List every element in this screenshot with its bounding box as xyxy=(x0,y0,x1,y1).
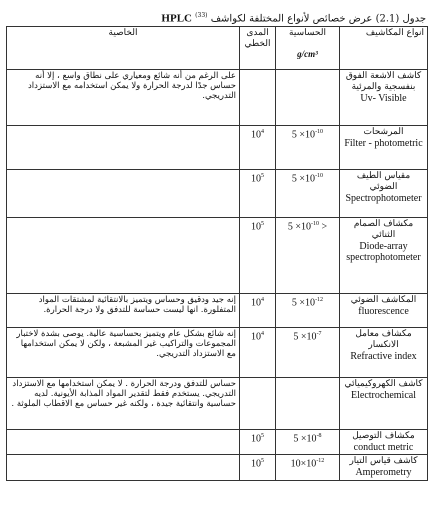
props-text: حساس للتدفق ودرجة الحرارة . لا يمكن استخدامها مع الاستزداد التدريجي. يستخدم فقط لتقدير المواد المذابة الأيونية. لديه حساسية وانتقائية جيدة ، ولكنه غير حساس مع الاقطاب الملوثة . xyxy=(11,379,236,409)
type-english: fluorescence xyxy=(358,306,409,317)
range-value: $10^4$ xyxy=(251,129,264,141)
table-row xyxy=(7,70,428,126)
cell-sensitivity xyxy=(276,294,340,328)
cell-sensitivity xyxy=(276,328,340,378)
range-value: $10^5$ xyxy=(251,458,264,470)
cell-props xyxy=(7,294,240,328)
sensitivity-value: $5 \times 10^{-8}$ xyxy=(293,433,322,445)
cell-props xyxy=(7,126,240,170)
range-value: $10^5$ xyxy=(251,173,264,185)
header-props: الخاصية xyxy=(7,27,240,70)
type-arabic: المكاشف الضوئي xyxy=(350,295,417,305)
header-range: المدى الخطي xyxy=(240,27,276,70)
table-row xyxy=(7,294,428,328)
type-english: Uv- Visible xyxy=(360,93,407,104)
cell-props xyxy=(7,70,240,126)
cell-type xyxy=(340,218,428,294)
cell-sensitivity xyxy=(276,218,340,294)
caption-subject: HPLC xyxy=(161,12,192,24)
type-arabic: كاشف قياس التيار xyxy=(349,456,418,466)
props-text: إنه شائع بشكل عام ويتميز بحساسية عالية. يوصى بشدة لاختبار المجموعات والتراكيب غير المشبعة ، ولكن لا يمكن استخدامها مع الاستزداد التدريجي. xyxy=(16,329,236,359)
cell-sensitivity xyxy=(276,170,340,218)
header-unit: g/cm³ xyxy=(297,49,318,59)
type-english: Amperometry xyxy=(355,467,412,478)
caption-prefix: جدول xyxy=(402,13,426,24)
sensitivity-value: $10\times 10^{-12}$ xyxy=(290,458,325,470)
table-row xyxy=(7,328,428,378)
type-arabic: كاشف الاشعة الفوق بنفسجية والمرئية xyxy=(345,71,422,92)
type-english: conduct metric xyxy=(353,442,414,453)
cell-props xyxy=(7,430,240,455)
cell-range xyxy=(240,170,276,218)
cell-type xyxy=(340,378,428,430)
cell-type xyxy=(340,328,428,378)
type-arabic: مكشاف معامل الانكسار xyxy=(355,329,412,350)
type-arabic: كاشف الكهروكيميائي xyxy=(344,379,423,389)
type-arabic: مكشاف الصمام الثنائي xyxy=(353,219,414,240)
range-value: $10^4$ xyxy=(251,297,264,309)
type-english: Filter - photometric xyxy=(344,138,423,149)
table-row xyxy=(7,170,428,218)
header-sensitivity: الحساسية g/cm³ xyxy=(276,27,340,70)
cell-props xyxy=(7,218,240,294)
cell-props xyxy=(7,455,240,481)
table-caption xyxy=(6,8,426,24)
table-row xyxy=(7,126,428,170)
sensitivity-value: $5 \times 10^{-10}$ > xyxy=(287,221,328,233)
cell-props xyxy=(7,328,240,378)
range-value: $10^5$ xyxy=(251,433,264,445)
cell-type xyxy=(340,170,428,218)
cell-range xyxy=(240,430,276,455)
cell-range xyxy=(240,328,276,378)
cell-type xyxy=(340,126,428,170)
type-english: Spectrophotometer xyxy=(345,193,422,204)
cell-range xyxy=(240,218,276,294)
cell-type xyxy=(340,294,428,328)
cell-range xyxy=(240,70,276,126)
caption-number: (2.1) xyxy=(375,13,400,24)
cell-type xyxy=(340,70,428,126)
cell-props xyxy=(7,378,240,430)
cell-sensitivity xyxy=(276,70,340,126)
sensitivity-value: $5 \times 10^{-10}$ xyxy=(291,173,324,185)
type-arabic: مقياس الطيف الضوئي xyxy=(356,171,411,192)
cell-range xyxy=(240,126,276,170)
range-value: $10^4$ xyxy=(251,331,264,343)
caption-ref: (33) xyxy=(195,12,208,19)
cell-range xyxy=(240,294,276,328)
table-row xyxy=(7,430,428,455)
type-english: Electrochemical xyxy=(351,390,416,401)
sensitivity-value: $5 \times 10^{-10}$ xyxy=(291,129,324,141)
cell-sensitivity xyxy=(276,430,340,455)
cell-range xyxy=(240,455,276,481)
table-row xyxy=(7,378,428,430)
cell-sensitivity xyxy=(276,455,340,481)
sensitivity-value: $5 \times 10^{-12}$ xyxy=(291,297,324,309)
cell-type xyxy=(340,430,428,455)
caption-text: عرض خصائص لأنواع المختلفة لكواشف xyxy=(210,13,373,24)
type-arabic: المرشحات xyxy=(363,127,404,137)
type-english: Refractive index xyxy=(350,351,417,362)
type-arabic: مكشاف التوصيل xyxy=(352,431,415,441)
type-english: Diode-array spectrophotometer xyxy=(346,241,421,263)
cell-sensitivity xyxy=(276,378,340,430)
props-text: إنه جيد ودقيق وحساس ويتميز بالانتقائية لمشتقات المواد المتفلورة. انها ليست حساسة للتدفق ولا درجة الحرارة. xyxy=(38,295,236,315)
range-value: $10^5$ xyxy=(251,221,264,233)
cell-sensitivity xyxy=(276,126,340,170)
detectors-table xyxy=(6,26,428,481)
table-header-row xyxy=(7,27,428,70)
cell-props xyxy=(7,170,240,218)
header-type: انواع المكاشيف xyxy=(340,27,428,70)
cell-type xyxy=(340,455,428,481)
sensitivity-value: $5 \times 10^{-7}$ xyxy=(293,331,322,343)
table-row xyxy=(7,455,428,481)
table-row xyxy=(7,218,428,294)
props-text: على الرغم من أنه شائع ومعياري على نطاق واسع ، إلا أنه حساس جدًا لدرجة الحرارة ولا يمكن استخدامه مع الاستزداد التدريجي. xyxy=(28,71,236,101)
cell-range xyxy=(240,378,276,430)
